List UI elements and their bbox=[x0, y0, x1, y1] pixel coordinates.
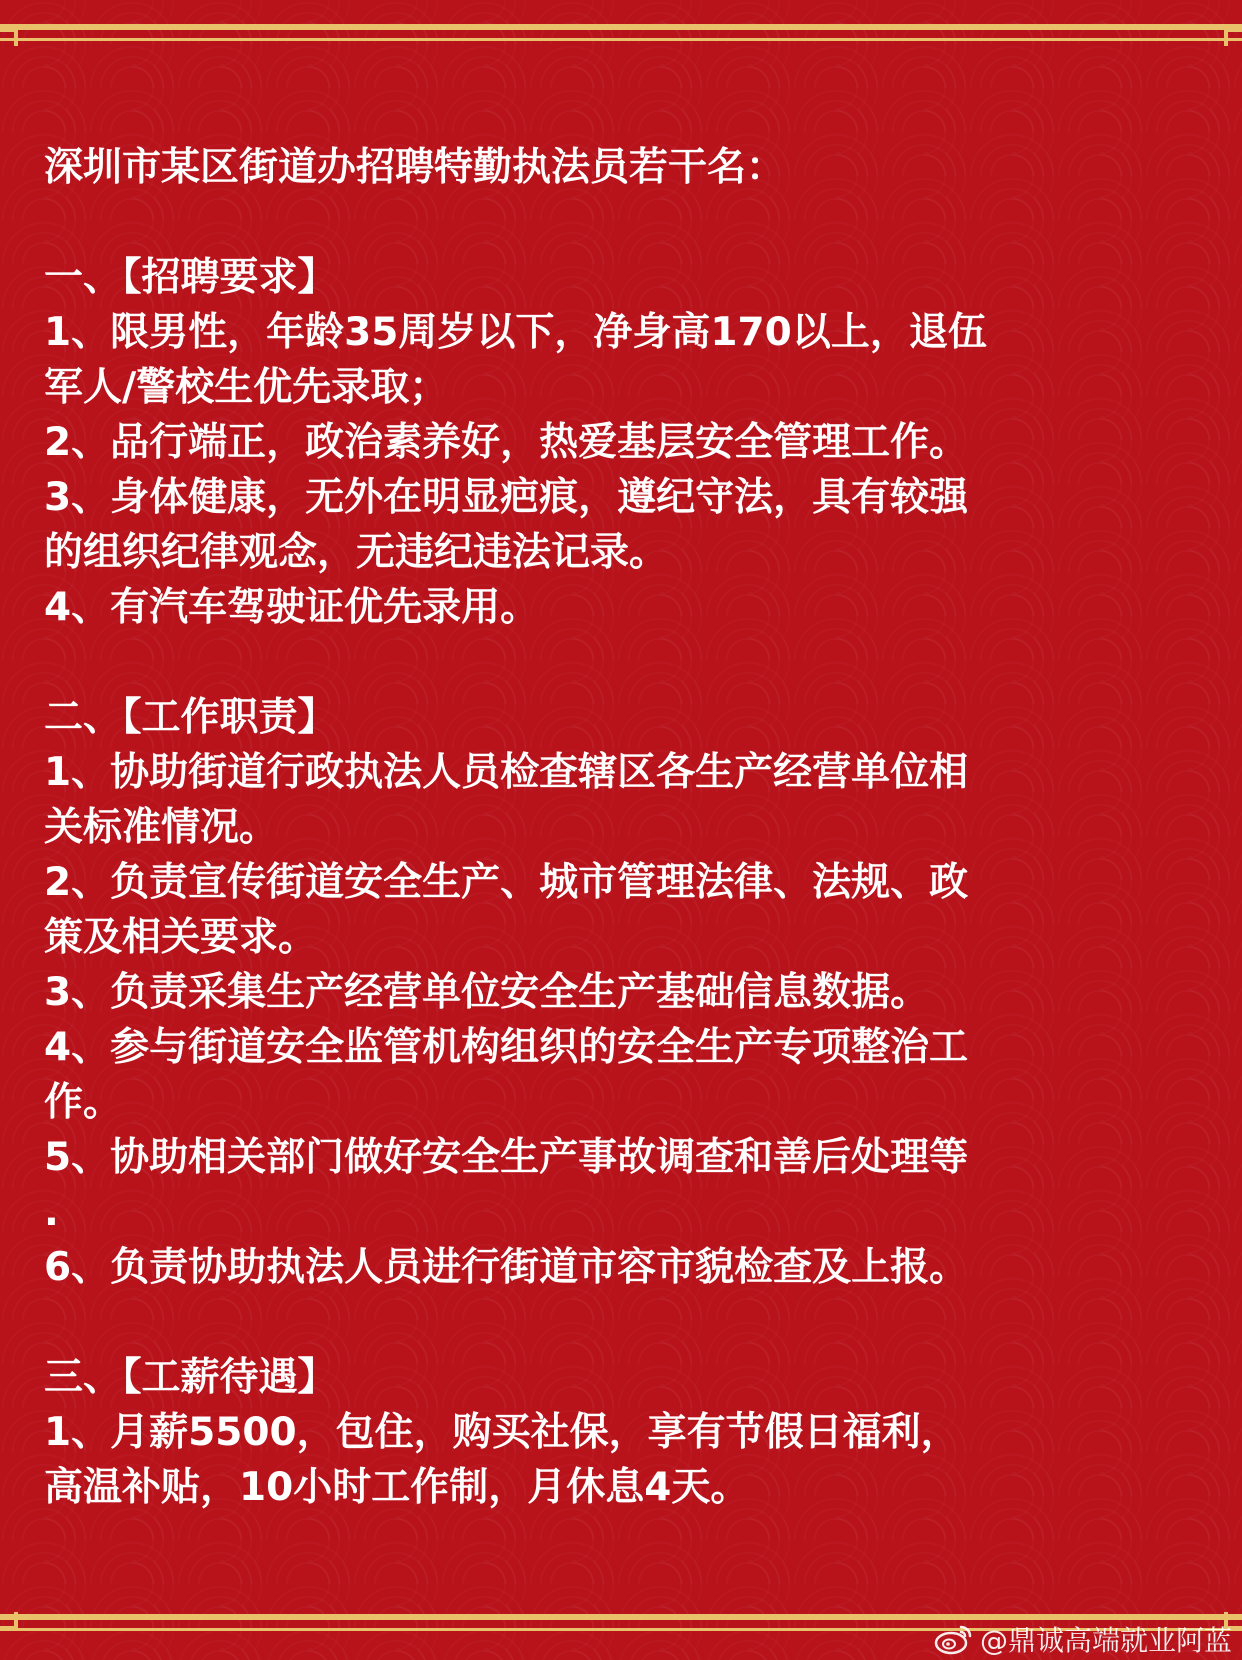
recruitment-notice bbox=[44, 140, 1204, 1515]
section-heading-requirements: 一、【招聘要求】 bbox=[44, 255, 337, 300]
corner-ornament bbox=[0, 1612, 18, 1630]
top-border-thin bbox=[0, 38, 1242, 41]
section-heading-duties: 二、【工作职责】 bbox=[44, 695, 337, 740]
page-title: 深圳市某区街道办招聘特勤执法员若干名： bbox=[44, 145, 786, 190]
list-item: 1、月薪5500，包住，购买社保，享有节假日福利， bbox=[44, 1410, 960, 1455]
list-item: 高温补贴，10小时工作制，月休息4天。 bbox=[44, 1465, 750, 1510]
list-item: 5、协助相关部门做好安全生产事故调查和善后处理等 bbox=[44, 1135, 969, 1180]
watermark bbox=[934, 1622, 1232, 1656]
list-item: 的组织纪律观念，无违纪违法记录。 bbox=[44, 530, 669, 575]
list-item: 4、参与街道安全监管机构组织的安全生产专项整治工 bbox=[44, 1025, 969, 1070]
section-heading-salary: 三、【工薪待遇】 bbox=[44, 1355, 337, 1400]
list-item: 策及相关要求。 bbox=[44, 915, 318, 960]
top-border bbox=[0, 24, 1242, 30]
list-item: 关标准情况。 bbox=[44, 805, 279, 850]
list-item: 2、品行端正，政治素养好，热爱基层安全管理工作。 bbox=[44, 420, 969, 465]
list-item: 军人/警校生优先录取； bbox=[44, 365, 449, 410]
list-item: 3、负责采集生产经营单位安全生产基础信息数据。 bbox=[44, 970, 930, 1015]
list-item: 3、身体健康，无外在明显疤痕，遵纪守法，具有较强 bbox=[44, 475, 969, 520]
corner-ornament bbox=[0, 28, 18, 46]
watermark-text: @鼎诚高端就业阿蓝 bbox=[979, 1624, 1232, 1657]
list-item: 1、协助街道行政执法人员检查辖区各生产经营单位相 bbox=[44, 750, 969, 795]
list-item: 6、负责协助执法人员进行街道市容市貌检查及上报。 bbox=[44, 1245, 969, 1290]
corner-ornament bbox=[1224, 28, 1242, 46]
list-item: 1、限男性，年龄35周岁以下，净身高170以上，退伍 bbox=[44, 310, 987, 355]
weibo-icon bbox=[934, 1623, 974, 1655]
list-item: 2、负责宣传街道安全生产、城市管理法律、法规、政 bbox=[44, 860, 969, 905]
list-item: . bbox=[44, 1190, 59, 1235]
list-item: 4、有汽车驾驶证优先录用。 bbox=[44, 585, 540, 630]
list-item: 作。 bbox=[44, 1080, 123, 1125]
